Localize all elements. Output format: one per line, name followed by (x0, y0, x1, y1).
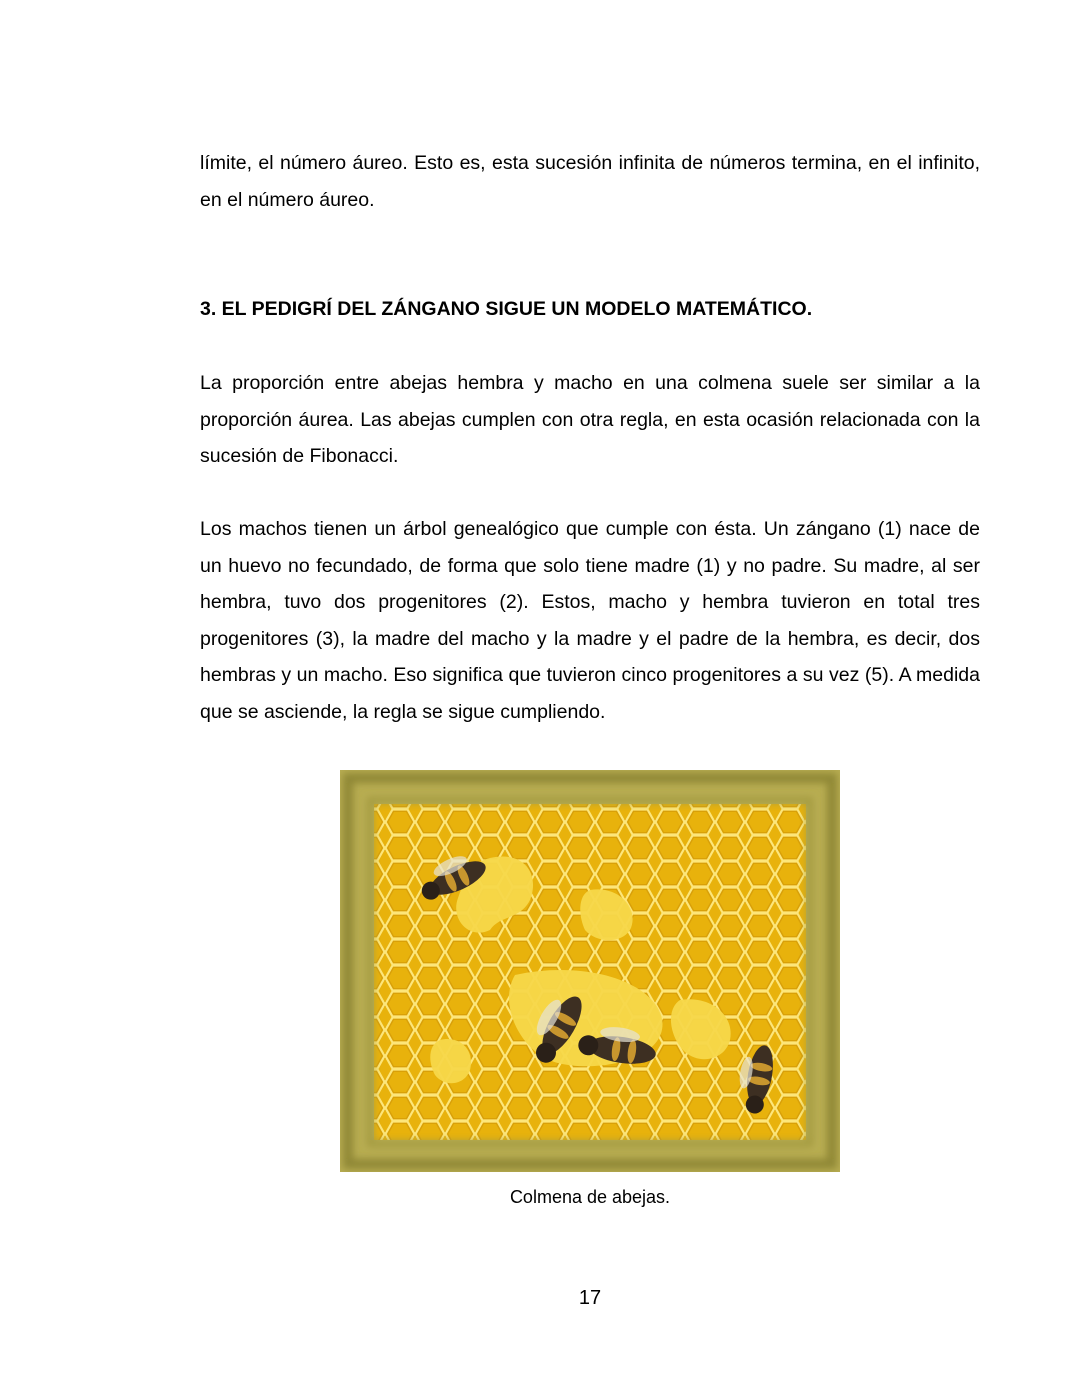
honeycomb-figure (340, 770, 840, 1172)
section-paragraph-2: Los machos tienen un árbol genealógico que cumple con ésta. Un zángano (1) nace de un huevo no fecundado, de forma que solo tiene madre (1) y no padre. Su madre, al ser hembra, tuvo dos progenitores (2). Estos, macho y hembra tuvieron en total tres progenitores (3), la madre del macho y la madre y el padre de la hembra, es decir, dos hembras y un macho. Eso significa que tuvieron cinco progenitores a su vez (5). A medida que se asciende, la regla se sigue cumpliendo. (200, 518, 980, 723)
figure-caption: Colmena de abejas. (509, 1187, 671, 1207)
honeycomb-image (340, 770, 840, 1172)
section-heading: 3. EL PEDIGRÍ DEL ZÁNGANO SIGUE UN MODELO MATEMÁTICO. (200, 298, 813, 320)
page-number: 17 (578, 1287, 602, 1309)
section-paragraph-1: La proporción entre abejas hembra y macho en una colmena suele ser similar a la proporción áurea. Las abejas cumplen con otra regla, en esta ocasión relacionada con la sucesión de Fibonacci. (200, 372, 980, 467)
intro-paragraph: límite, el número áureo. Esto es, esta sucesión infinita de números termina, en el infinito, en el número áureo. (200, 152, 980, 211)
